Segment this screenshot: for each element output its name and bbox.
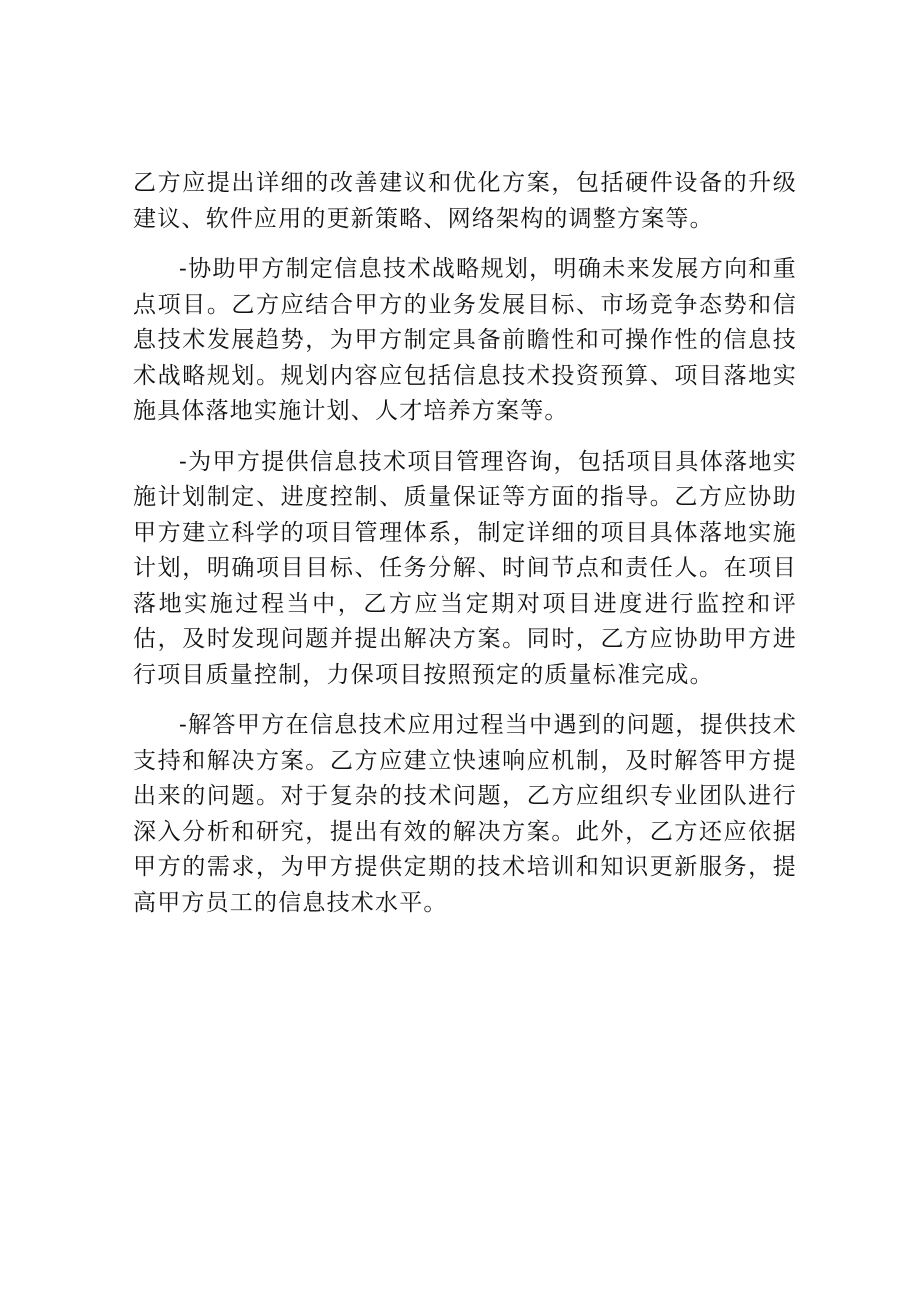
paragraph-project-management-consulting: -为甲方提供信息技术项目管理咨询，包括项目具体落地实施计划制定、进度控制、质量保证等方面的指导。乙方应协助甲方建立科学的项目管理体系，制定详细的项目具体落地实施计划，明确项目目标、任务分解、时间节点和责任人。在项目落地实施过程当中，乙方应当定期对项目进度进行监控和评估，及时发现问题并提出解决方案。同时，乙方应协助甲方进行项目质量控制，力保项目按照预定的质量标准完成。 — [133, 448, 797, 688]
paragraph-technical-support: -解答甲方在信息技术应用过程当中遇到的问题，提供技术支持和解决方案。乙方应建立快速响应机制，及时解答甲方提出来的问题。对于复杂的技术问题，乙方应组织专业团队进行深入分析和研究，提出有效的解决方案。此外，乙方还应依据甲方的需求，为甲方提供定期的技术培训和知识更新服务，提高甲方员工的信息技术水平。 — [133, 712, 797, 916]
document-page — [133, 166, 797, 936]
paragraph-improvement-suggestions: 乙方应提出详细的改善建议和优化方案，包括硬件设备的升级建议、软件应用的更新策略、网络架构的调整方案等。 — [133, 170, 797, 232]
paragraph-it-strategy-planning: -协助甲方制定信息技术战略规划，明确未来发展方向和重点项目。乙方应结合甲方的业务发展目标、市场竞争态势和信息技术发展趋势，为甲方制定具备前瞻性和可操作性的信息技术战略规划。规划内容应包括信息技术投资预算、项目落地实施具体落地实施计划、人才培养方案等。 — [133, 256, 797, 424]
